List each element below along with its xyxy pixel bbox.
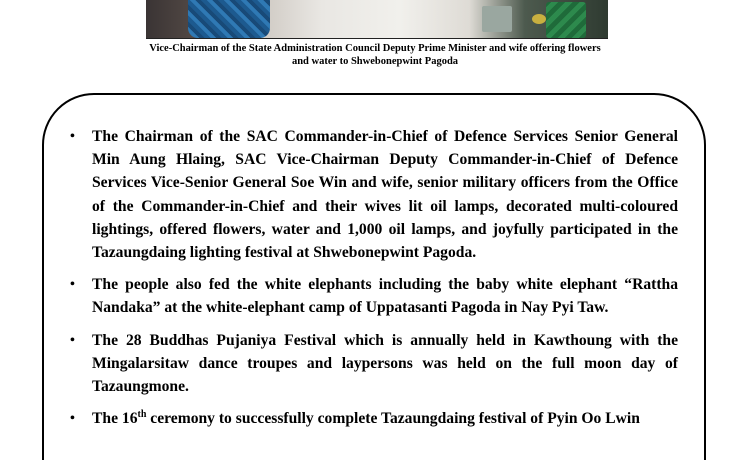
bullet-marker: • bbox=[70, 332, 75, 348]
bullet-item bbox=[70, 407, 678, 430]
bullet-text: ceremony to successfully complete Tazaungdaing festival of Pyin Oo Lwin bbox=[146, 410, 640, 428]
photo-caption bbox=[80, 42, 670, 68]
news-bullet-list bbox=[70, 125, 678, 439]
photo-decorated-stand bbox=[546, 2, 586, 38]
bullet-text: The people also fed the white elephants including the baby white elephant “Rattha Nandaka” at the white-elephant camp of Uppatasanti Pagoda in Nay Pyi Taw. bbox=[92, 276, 678, 317]
caption-line-1: Vice-Chairman of the State Administration Council Deputy Prime Minister and wife offering flowers bbox=[149, 43, 601, 54]
photo-offering-bowl bbox=[482, 6, 512, 32]
bullet-item bbox=[70, 273, 678, 319]
photo-image bbox=[146, 0, 608, 39]
bullet-marker: • bbox=[70, 129, 75, 144]
bullet-text: The 28 Buddhas Pujaniya Festival which is annually held in Kawthoung with the Mingalarsitaw dance troupes and laypersons was held on the full moon day of Tazaungmone. bbox=[92, 331, 678, 396]
bullet-item bbox=[70, 329, 678, 399]
bullet-marker: • bbox=[70, 277, 75, 293]
bullet-text: The Chairman of the SAC Commander-in-Chief of Defence Services Senior General Min Aung Hlaing, SAC Vice-Chairman Deputy Commander-in-Chief of Defence Services Vice-Senior General Soe Win and wife, senior military officers from the Office of the Commander-in-Chief and their wives lit oil lamps, decorated multi-coloured lightings, offered flowers, water and 1,000 oil lamps, and joyfully participated in the Tazaungdaing lighting festival at Shwebonepwint Pagoda. bbox=[92, 128, 678, 262]
photo-figure bbox=[188, 0, 270, 38]
bullet-marker: • bbox=[70, 411, 75, 427]
bullet-text-prefix: The 16 bbox=[92, 410, 138, 428]
photo-oil-lamp bbox=[532, 14, 546, 24]
ordinal-superscript: th bbox=[137, 409, 147, 421]
bullet-item bbox=[70, 125, 678, 264]
caption-line-2: and water to Shwebonepwint Pagoda bbox=[291, 56, 459, 67]
